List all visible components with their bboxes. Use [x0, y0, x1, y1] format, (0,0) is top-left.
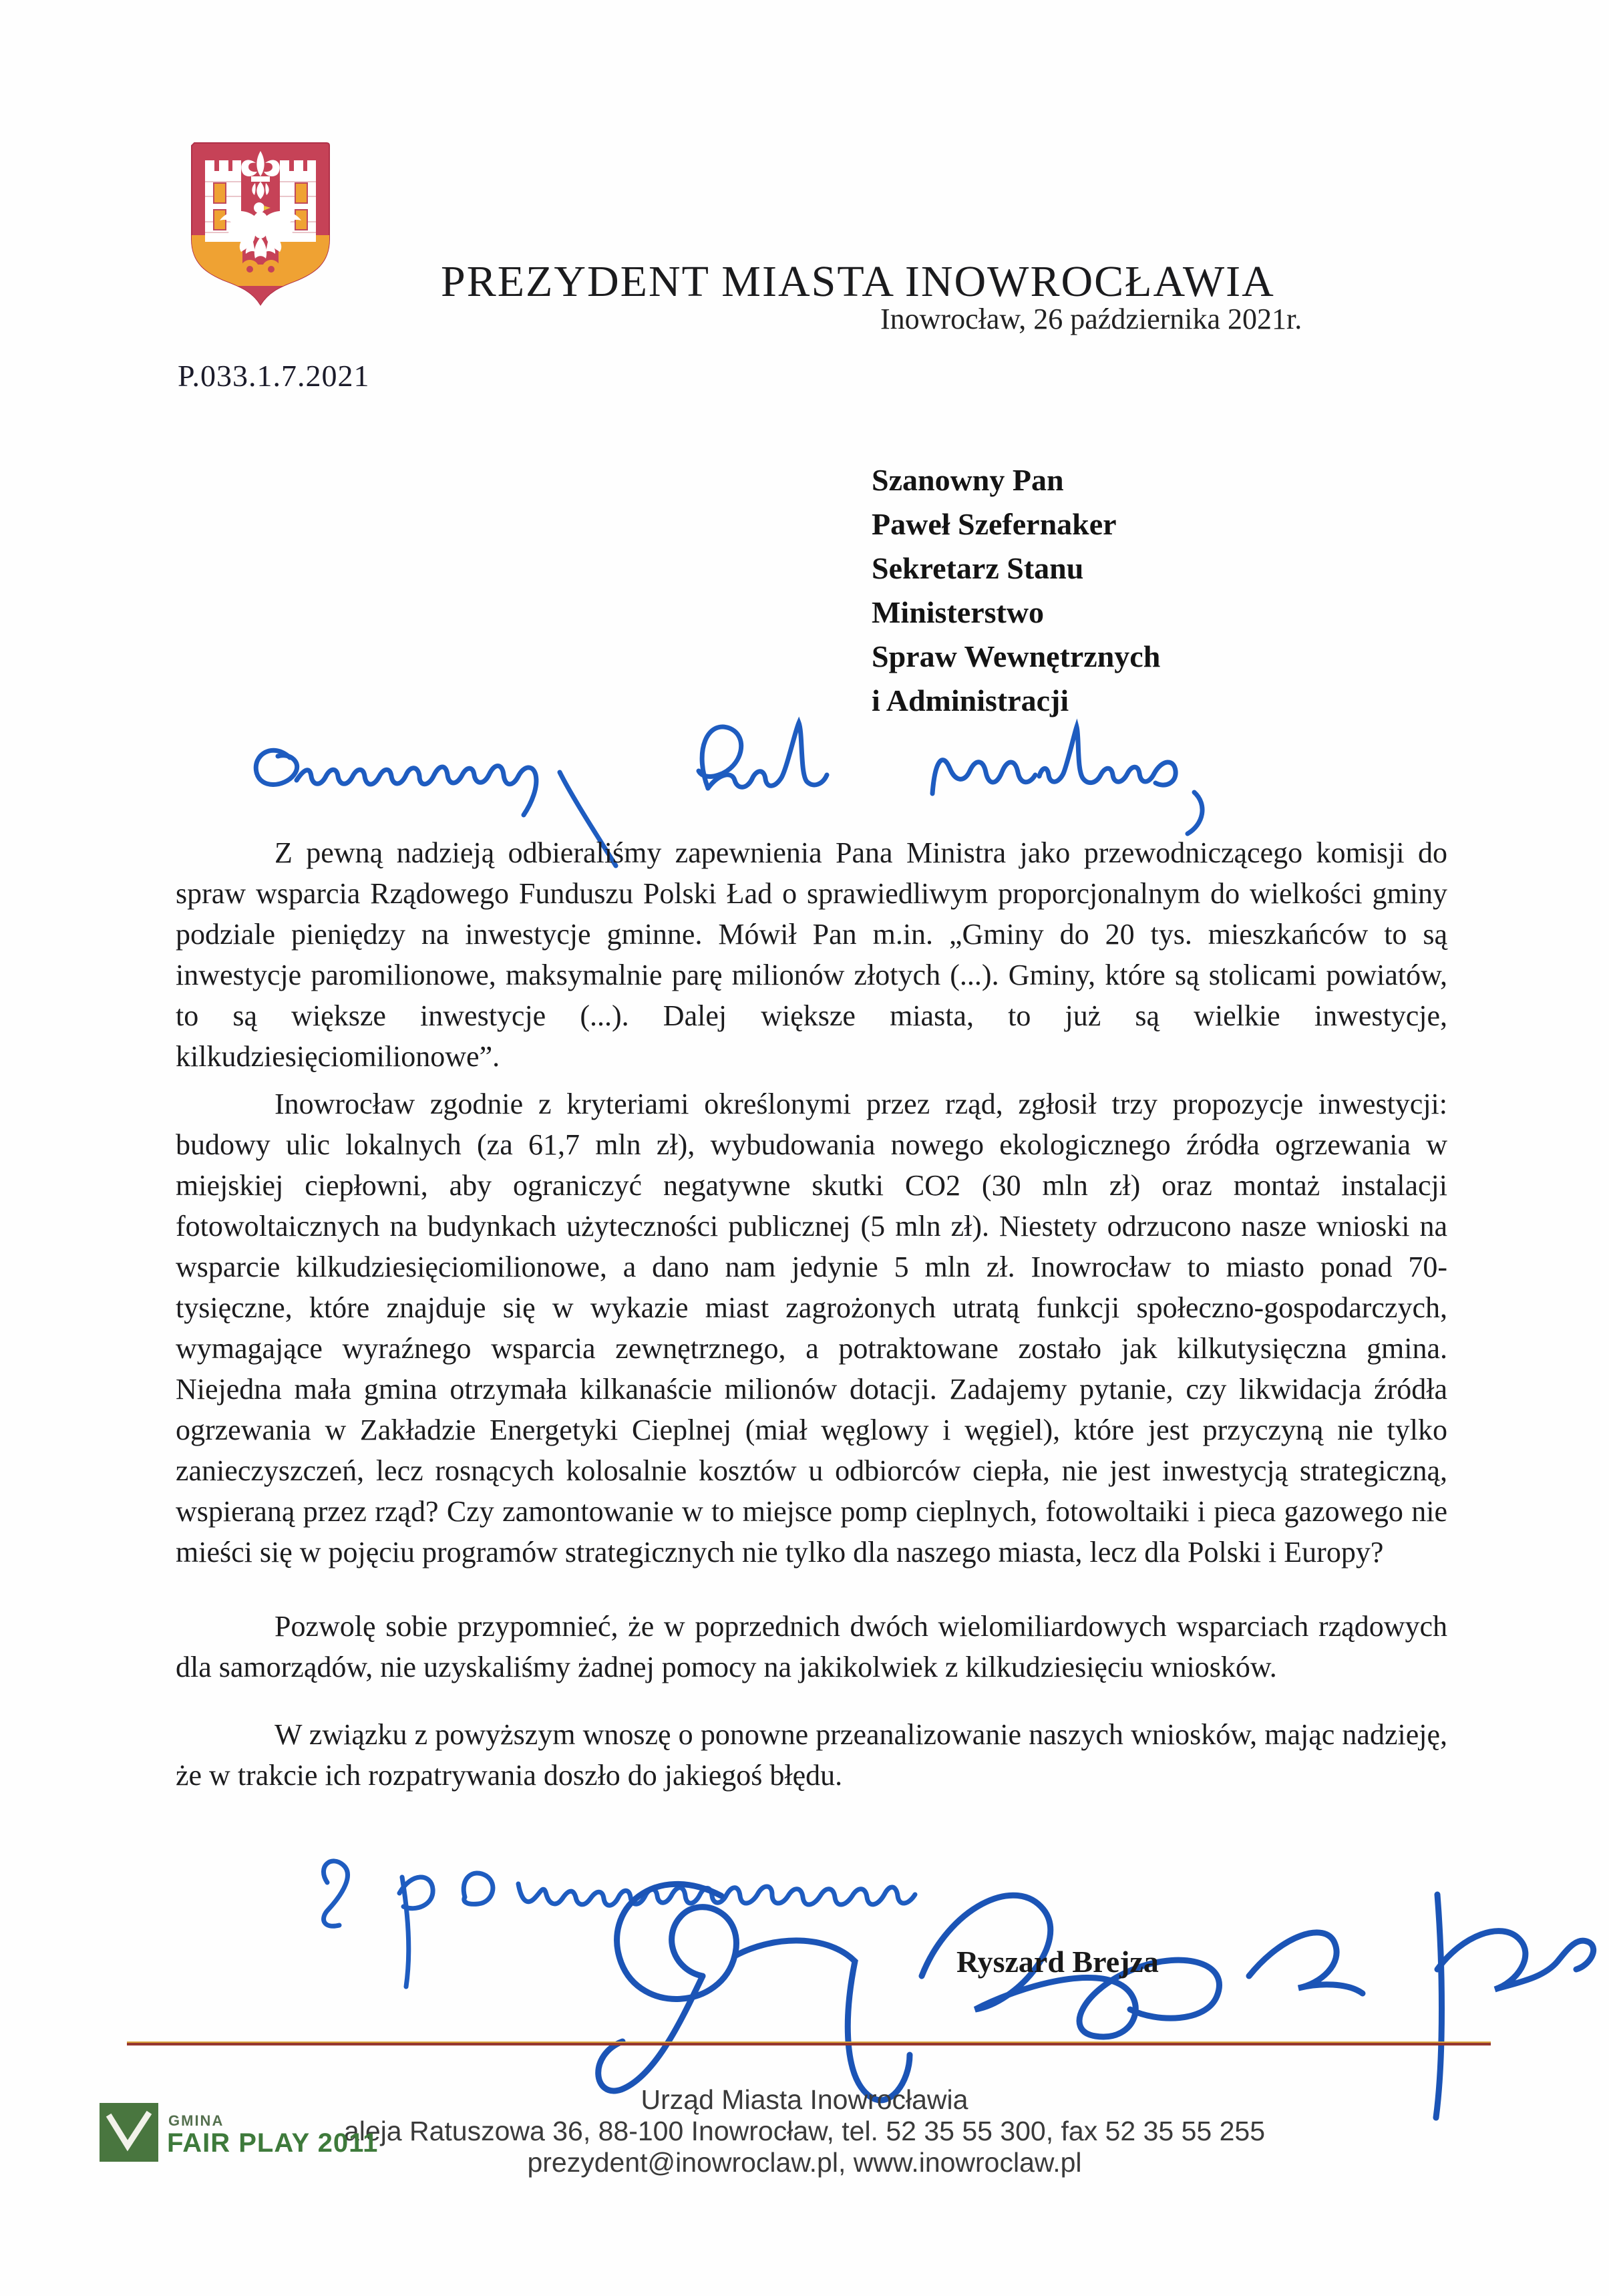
- recipient-block: [872, 458, 1160, 723]
- recipient-line: Paweł Szefernaker: [872, 507, 1117, 541]
- recipient-line: Szanowny Pan: [872, 463, 1064, 497]
- date-line: Inowrocław, 26 października 2021r.: [880, 303, 1302, 335]
- fair-play-badge: [100, 2102, 474, 2182]
- paragraph: W związku z powyższym wnoszę o ponowne przeanalizowanie naszych wniosków, mając nadzieję, że w trakcie ich rozpatrywania doszło do jakiegoś błędu.: [176, 1718, 1447, 1792]
- body-paragraphs: [176, 832, 1447, 1802]
- paragraph: Z pewną nadzieją odbieraliśmy zapewnienia Pana Ministra jako przewodniczącego komisji do spraw wsparcia Rządowego Funduszu Polski Ład o sprawiedliwym proporcjonalnym do wielkości gminy podziale pieniędzy na inwestycje gminne. Mówił Pan m.in. „Gminy do 20 tys. mieszkańców to są inwestycje paromilionowe, maksymalnie parę milionów złotych (...). Gminy, które są stolicami powiatów, to są większe inwestycje (...). Dalej większe miasta, to już są wielkie inwestycje, kilkudziesięciomilionowe”.: [176, 836, 1447, 1073]
- paragraph: Pozwolę sobie przypomnieć, że w poprzednich dwóch wielomiliardowych wsparciach rządowych dla samorządów, nie uzyskaliśmy żadnej pomocy na jakikolwiek z kilkudziesięciu wniosków.: [176, 1610, 1447, 1683]
- footer-contact: prezydent@inowroclaw.pl, www.inowroclaw.pl: [527, 2147, 1082, 2178]
- inowroclaw-coat-of-arms: [189, 140, 332, 308]
- paragraph: Inowrocław zgodnie z kryteriami określonymi przez rząd, zgłosił trzy propozycje inwestycji: budowy ulic lokalnych (za 61,7 mln zł), wybudowania nowego ekologicznego źródła ogrzewania w miejskiej ciepłowni, aby ograniczyć negatywne skutki CO2 (30 mln zł) oraz montaż instalacji fotowoltaicznych na budynkach użyteczności publicznej (5 mln zł). Niestety odrzucono nasze wnioski na wsparcie kilkudziesięciomilionowe, a dano nam jedynie 5 mln zł. Inowrocław to miasto ponad 70-tysięczne, które znajduje się w wykazie miast zagrożonych utratą funkcji społeczno-gospodarczych, wymagające wyraźnego wsparcia zewnętrznego, a potraktowane zostało jak kilkutysięczna gmina. Niejedna mała gmina otrzymała kilkanaście milionów dotacji. Zadajemy pytanie, czy likwidacja źródła ogrzewania w Zakładzie Energetyki Cieplnej (miał węglowy i węgiel), które jest przyczyną nie tylko zanieczyszczeń, lecz rosnących kolosalnie kosztów u odbiorców ciepła, nie jest inwestycją strategiczną, wspieraną przez rząd? Czy zamontowanie w to miejsce pomp cieplnych, fotowoltaiki i pieca gazowego nie mieści się w pojęciu programów strategicznych nie tylko dla naszego miasta, lecz dla Polski i Europy?: [176, 1088, 1447, 1569]
- badge-main-label: FAIR PLAY 2011: [167, 2128, 379, 2158]
- signed-name: Ryszard Brejza: [956, 1945, 1159, 1979]
- letterhead-title: PREZYDENT MIASTA INOWROCŁAWIA: [441, 257, 1275, 306]
- separator-rule: [127, 2041, 1491, 2045]
- recipient-line: Sekretarz Stanu: [872, 551, 1084, 585]
- badge-small-label: GMINA: [168, 2112, 224, 2129]
- badge-check-icon: [100, 2103, 158, 2162]
- reference-number: P.033.1.7.2021: [178, 359, 370, 393]
- signature-scribble: [574, 1856, 1603, 2123]
- recipient-line: i Administracji: [872, 683, 1069, 717]
- recipient-line: Ministerstwo: [872, 595, 1045, 629]
- footer-org: Urząd Miasta Inowrocławia: [641, 2084, 968, 2115]
- footer-address: aleja Ratuszowa 36, 88-100 Inowrocław, tel. 52 35 55 300, fax 52 35 55 255: [343, 2116, 1265, 2146]
- handwritten-closing: [287, 1836, 955, 1996]
- recipient-line: Spraw Wewnętrznych: [872, 639, 1161, 673]
